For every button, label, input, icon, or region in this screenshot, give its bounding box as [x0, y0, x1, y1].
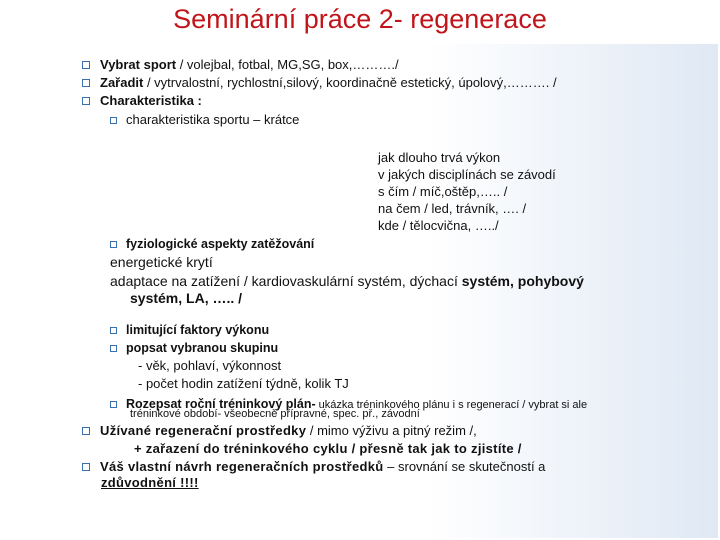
sub-bullet-label: limitující faktory výkonu — [126, 323, 270, 337]
adaptace-line-cont: systém, LA, ….. / — [130, 290, 243, 306]
skupina-item: - počet hodin zatížení týdně, kolik TJ — [138, 376, 349, 391]
sub-bullet-fyziologicke — [110, 237, 314, 251]
bullet-square-icon — [110, 401, 117, 408]
rozpis-text: ukázka tréninkového plánu i s regenerací / vybrat si ale — [315, 399, 588, 411]
bullet-square-icon — [110, 345, 117, 352]
bullet-bold: Vybrat sport — [100, 57, 177, 72]
bullet-square-icon — [82, 79, 90, 87]
bullet-bold: Užívané regenerační prostředky — [100, 423, 307, 438]
bullet-zaradit — [82, 76, 557, 91]
rozpis-bold: Rozepsat roční tréninkový plán- — [126, 397, 316, 411]
bullet-text: / volejbal, fotbal, MG,SG, box,………./ — [176, 57, 399, 72]
bullet-bold: Zařadit — [100, 75, 144, 90]
adaptace-bold: systém, pohybový — [461, 273, 584, 289]
uzivane-line2: + zařazení do tréninkového cyklu / přesně tak jak to zjistíte / — [134, 441, 522, 456]
bullet-uzivane — [82, 424, 477, 439]
bullet-square-icon — [82, 427, 90, 435]
slide-title: Seminární práce 2- regenerace — [173, 4, 547, 34]
charakteristika-item: v jakých disciplínách se závodí — [378, 167, 556, 182]
bullet-bold: Váš vlastní návrh regeneračních prostředků — [100, 459, 384, 474]
charakteristika-item: s čím / míč,oštěp,….. / — [378, 184, 508, 199]
bullet-square-icon — [110, 117, 117, 124]
bullet-charakteristika — [82, 94, 202, 109]
rozpis-line2: tréninkové období- všeobecně přípravné, spec. př., závodní — [130, 408, 420, 420]
bullet-square-icon — [110, 241, 117, 248]
sub-bullet-label: popsat vybranou skupinu — [126, 341, 279, 355]
bullet-square-icon — [110, 327, 117, 334]
energeticke-kryti: energetické krytí — [110, 254, 213, 270]
sub-bullet-charakteristika-sportu — [110, 113, 299, 128]
sub-bullet-popsat — [110, 341, 278, 355]
adaptace-line — [110, 273, 584, 289]
charakteristika-item: jak dlouho trvá výkon — [378, 150, 501, 165]
bullet-text: / mimo výživu a pitný režim /, — [306, 423, 477, 438]
sub-bullet-limitujici — [110, 323, 269, 337]
sub-bullet-label: charakteristika sportu – krátce — [126, 112, 300, 127]
charakteristika-item: kde / tělocvična, …../ — [378, 218, 499, 233]
skupina-item: - věk, pohlaví, výkonnost — [138, 358, 282, 373]
bullet-text: – srovnání se skutečností a — [383, 459, 546, 474]
charakteristika-item: na čem / led, trávník, …. / — [378, 201, 527, 216]
bullet-text: / vytrvalostní, rychlostní,silový, koordinačně estetický, úpolový,………. / — [143, 75, 557, 90]
adaptace-text: adaptace na zatížení / kardiovaskulární systém, dýchací — [110, 273, 458, 289]
vas-line2: zdůvodnění !!!! — [101, 475, 199, 490]
bullet-square-icon — [82, 463, 90, 471]
bullet-bold: Charakteristika : — [100, 93, 202, 108]
sub-bullet-label: fyziologické aspekty zatěžování — [126, 237, 315, 251]
bullet-square-icon — [82, 61, 90, 69]
bullet-vas-navrh — [82, 460, 545, 475]
bullet-square-icon — [82, 97, 90, 105]
bullet-vybrat-sport — [82, 58, 399, 73]
